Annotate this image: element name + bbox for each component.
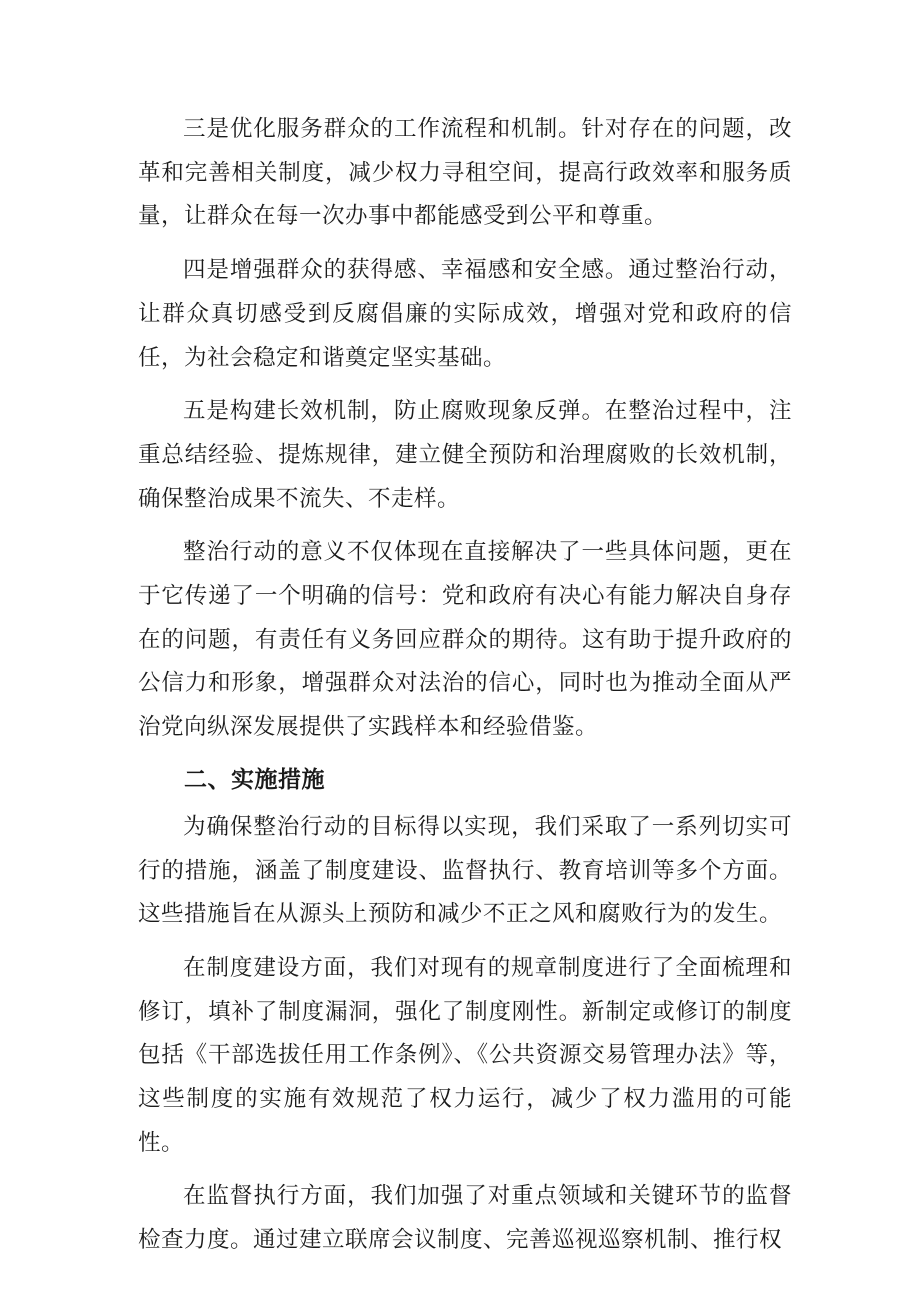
document-body	[138, 108, 792, 1273]
paragraph-significance: 整治行动的意义不仅体现在直接解决了一些具体问题，更在于它传递了一个明确的信号：党和政府有决心有能力解决自身存在的问题，有责任有义务回应群众的期待。这有助于提升政府的公信力和形象，增强群众对法治的信心，同时也为推动全面从严治党向纵深发展提供了实践样本和经验借鉴。	[138, 539, 792, 741]
paragraph-measures-intro: 为确保整治行动的目标得以实现，我们采取了一系列切实可行的措施，涵盖了制度建设、监督执行、教育培训等多个方面。这些措施旨在从源头上预防和减少不正之风和腐败行为的发生。	[138, 813, 792, 928]
paragraph-point-three: 三是优化服务群众的工作流程和机制。针对存在的问题，改革和完善相关制度，减少权力寻租空间，提高行政效率和服务质量，让群众在每一次办事中都能感受到公平和尊重。	[138, 116, 792, 230]
paragraph-point-four: 四是增强群众的获得感、幸福感和安全感。通过整治行动，让群众真切感受到反腐倡廉的实际成效，增强对党和政府的信任，为社会稳定和谐奠定坚实基础。	[138, 257, 792, 371]
paragraph-system-building: 在制度建设方面，我们对现有的规章制度进行了全面梳理和修订，填补了制度漏洞，强化了制度刚性。新制定或修订的制度包括《干部选拔任用工作条例》、《公共资源交易管理办法》等，这些制度的实施有效规范了权力运行，减少了权力滥用的可能性。	[138, 954, 792, 1156]
section-heading: 二、实施措施	[184, 766, 325, 793]
paragraph-point-five: 五是构建长效机制，防止腐败现象反弹。在整治过程中，注重总结经验、提炼规律，建立健全预防和治理腐败的长效机制，确保整治成果不流失、不走样。	[138, 398, 792, 512]
paragraph-supervision: 在监督执行方面，我们加强了对重点领域和关键环节的监督检查力度。通过建立联席会议制度、完善巡视巡察机制、推行权	[138, 1183, 792, 1254]
